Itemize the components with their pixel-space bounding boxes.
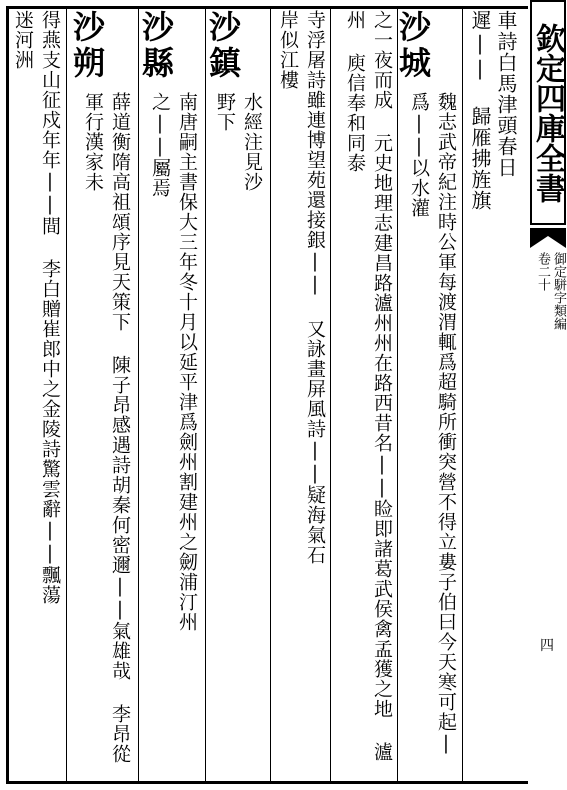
book-title: 欽定四庫全書 [530,0,566,225]
column-divider [397,6,398,784]
entry-heading: 沙鎮 [204,10,242,82]
text-column [273,10,329,780]
column-divider [205,6,206,784]
column-body: 得燕支山征戍年年||間 李白贈崔郎中之金陵詩驚雲辭||飄蕩迷河洲 [12,10,61,605]
column-divider [66,6,67,784]
column-divider [270,6,271,784]
page-number: 四 [540,638,554,654]
entry-sha-cheng [394,10,460,780]
fish-tail-mark-icon [530,228,566,248]
entry-sha-zhen [204,10,268,780]
entry-sha-shuo [70,10,136,780]
column-body: 之一夜而成 元史地理志建昌路瀘州州在路西昔名||睑即諸葛武侯禽孟獲之地 瀘州 庾信奉和同泰 [344,10,393,762]
entry-body: 水經注見沙野下 [214,92,263,192]
text-column [467,10,525,780]
column-divider [138,6,139,784]
entry-body: 南唐嗣主書保大三年冬十月以延平津爲劍州割建州之劒浦汀州之||屬焉 [149,92,198,632]
volume-number: 卷二十 [535,252,550,291]
column-body: 寺浮屠詩雖連博望苑還接銀|| 又詠畫屏風詩||疑海氣石岸似江樓 [277,10,326,565]
book-info [530,252,566,330]
column-line: 遲|| 歸雁拂旌旗 [468,10,492,211]
entry-heading: 沙城 [394,10,432,82]
text-column [10,10,64,780]
entry-body: 魏志武帝紀注時公軍每渡渭輒爲超騎所衝突營不得立婁子伯曰今天寒可起|爲||以水灌 [408,92,457,755]
column-divider [462,6,463,784]
entry-heading: 沙縣 [137,10,175,82]
book-name: 御定駢字類編 [551,252,566,330]
column-line: 車詩白馬津頭春日 [494,10,518,178]
entry-heading: 沙朔 [68,10,106,82]
text-column [334,10,396,780]
entry-body: 薛道衡隋高祖頌序見天策下 陳子昂感遇詩胡秦何密邇||氣雄哉 李昂從軍行漢家未 [82,92,131,764]
column-divider [330,6,331,784]
entry-sha-xian [137,10,203,780]
